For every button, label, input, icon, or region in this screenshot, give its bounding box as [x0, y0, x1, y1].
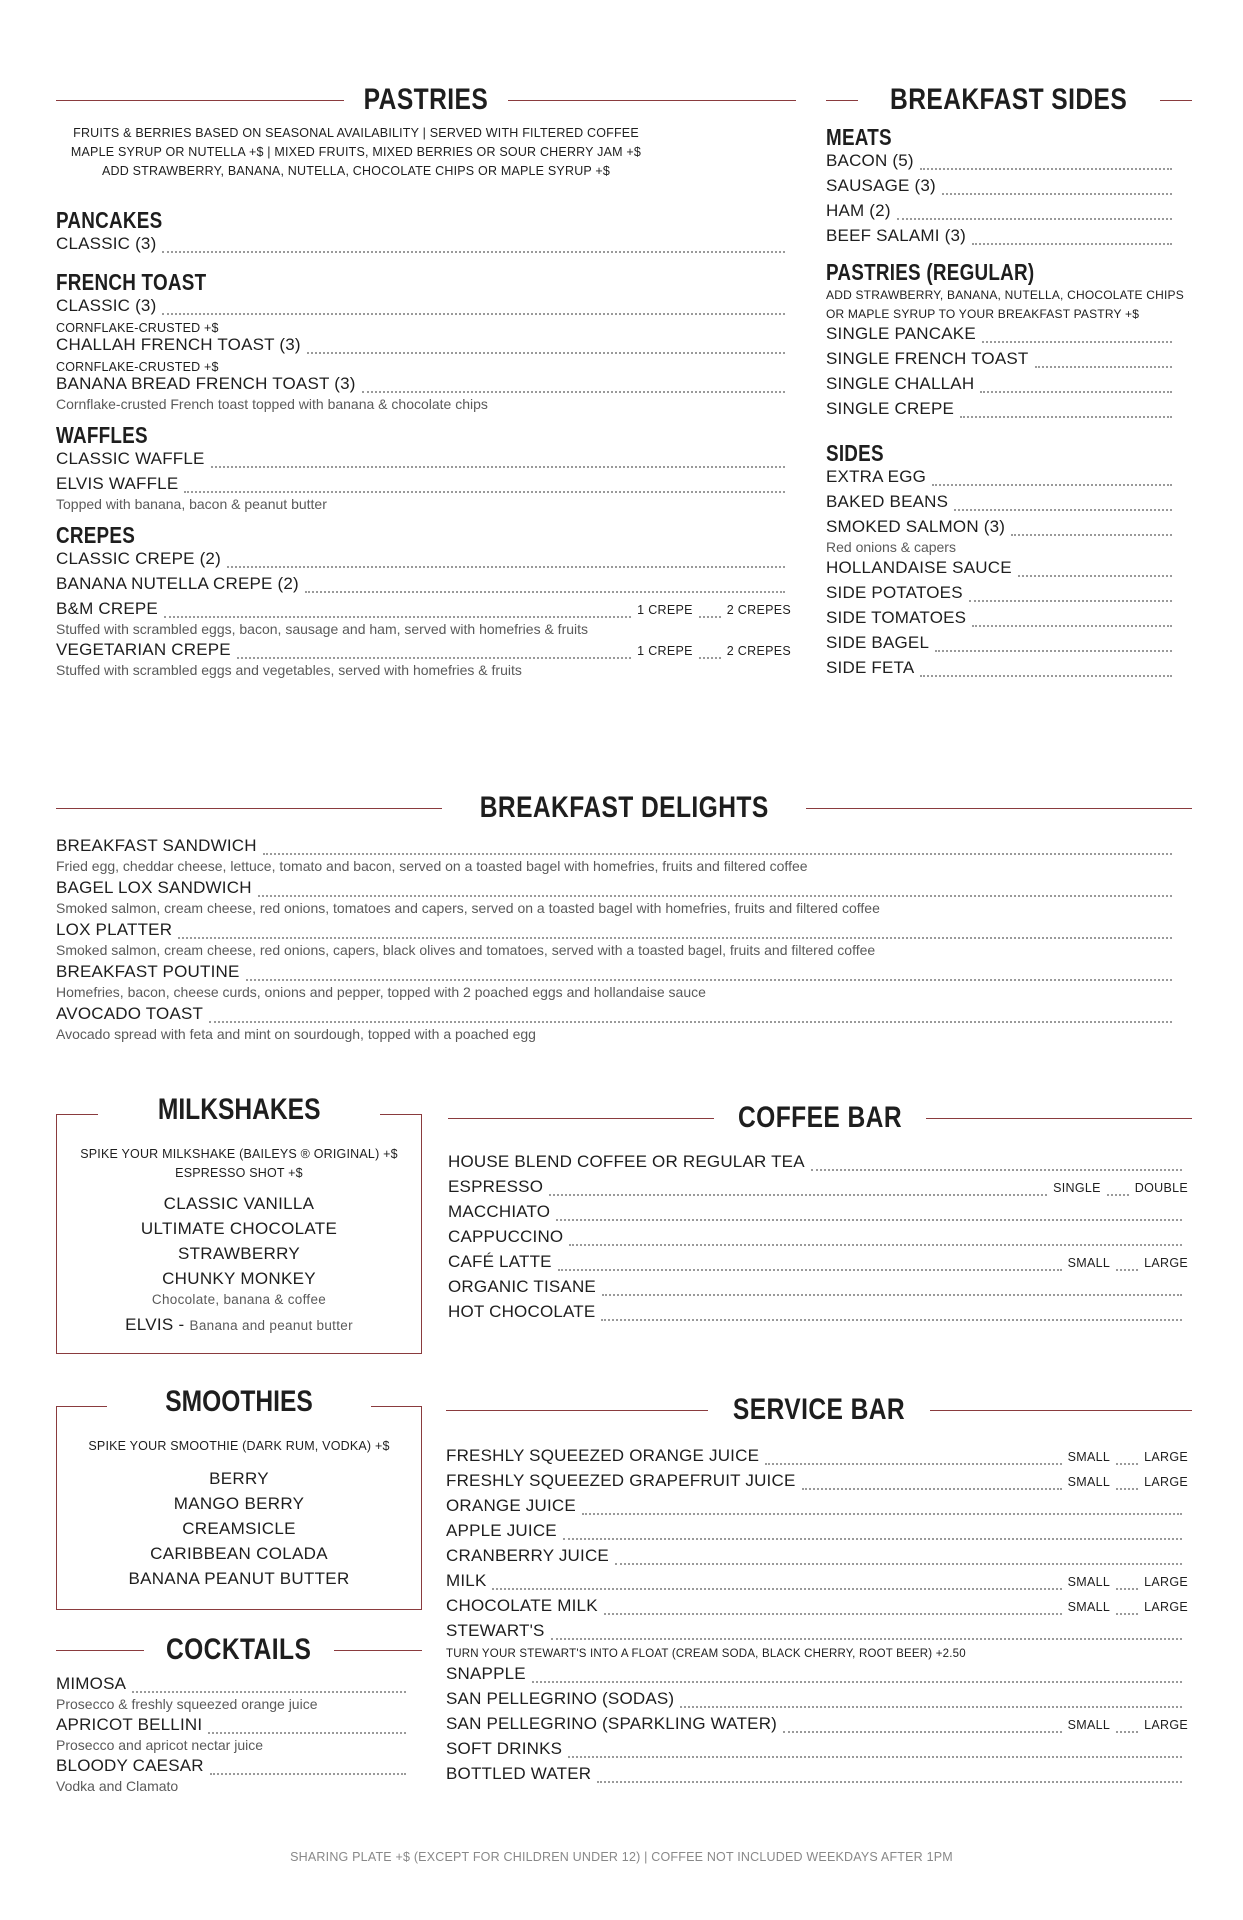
dot-leader — [972, 243, 1172, 245]
coffee-bar-body — [448, 1152, 1188, 1327]
menu-item-name: SAUSAGE (3) — [826, 176, 936, 195]
dot-leader — [765, 1463, 1061, 1465]
dot-leader — [920, 168, 1172, 170]
menu-item-name: ELVIS WAFFLE — [56, 474, 179, 493]
menu-item-name: BEEF SALAMI (3) — [826, 226, 966, 245]
menu-item-name: SNAPPLE — [446, 1664, 526, 1683]
menu-item-name: BOTTLED WATER — [446, 1764, 592, 1783]
size-label: SINGLE — [1053, 1181, 1101, 1195]
menu-item — [56, 296, 791, 321]
pastries-note: MAPLE SYRUP OR NUTELLA +$ | MIXED FRUITS, MIXED BERRIES OR SOUR CHERRY JAM +$ — [70, 145, 642, 159]
breakfast-sides-title: BREAKFAST SIDES — [890, 83, 1128, 116]
footer-note: SHARING PLATE +$ (EXCEPT FOR CHILDREN UNDER 12) | COFFEE NOT INCLUDED WEEKDAYS AFTER 1PM — [290, 1850, 953, 1864]
pastries-subheading: CREPES — [56, 522, 136, 548]
dot-leader — [549, 1194, 1047, 1196]
menu-item-name: CAPPUCCINO — [448, 1227, 564, 1246]
smoothies-list — [57, 1466, 421, 1591]
menu-item-name: APRICOT BELLINI — [56, 1715, 203, 1734]
dot-leader — [1107, 1194, 1129, 1196]
dot-leader — [210, 1773, 406, 1775]
coffee-bar-heading — [448, 1098, 1192, 1138]
size-label: LARGE — [1144, 1718, 1188, 1732]
menu-item — [826, 151, 1178, 176]
menu-item — [826, 399, 1178, 424]
menu-item — [826, 201, 1178, 226]
size-label: DOUBLE — [1134, 1181, 1188, 1195]
size-label: SMALL — [1067, 1718, 1111, 1732]
menu-item — [446, 1621, 1188, 1646]
menu-item-name: BAKED BEANS — [826, 492, 949, 511]
service-bar-title: SERVICE BAR — [732, 1393, 906, 1426]
menu-item-name: CLASSIC (3) — [56, 234, 157, 253]
menu-item-name: APPLE JUICE — [446, 1521, 557, 1540]
dot-leader — [1116, 1269, 1138, 1271]
size-label: SMALL — [1067, 1600, 1111, 1614]
menu-item — [826, 226, 1178, 251]
menu-item — [446, 1764, 1188, 1789]
item-note: TURN YOUR STEWART'S INTO A FLOAT (CREAM SODA, BLACK CHERRY, ROOT BEER) +2.50 — [446, 1648, 966, 1660]
menu-item-name: FRESHLY SQUEEZED GRAPEFRUIT JUICE — [446, 1471, 796, 1490]
menu-item-name: CLASSIC WAFFLE — [56, 449, 205, 468]
menu-item — [448, 1152, 1188, 1177]
size-label: LARGE — [1144, 1600, 1188, 1614]
sides-note: ADD STRAWBERRY, BANANA, NUTELLA, CHOCOLATE CHIPS — [826, 288, 1184, 302]
dot-leader — [209, 1021, 1172, 1023]
menu-item — [448, 1202, 1188, 1227]
dot-leader — [492, 1588, 1061, 1590]
menu-item — [448, 1227, 1188, 1252]
menu-item — [448, 1177, 1188, 1202]
milkshakes-title: MILKSHAKES — [130, 1093, 348, 1127]
service-bar-heading — [446, 1390, 1192, 1430]
dot-leader — [783, 1731, 1062, 1733]
menu-item-name: BLOODY CAESAR — [56, 1756, 204, 1775]
smoothie-item: CARIBBEAN COLADA — [150, 1544, 328, 1563]
menu-item — [56, 574, 791, 599]
menu-item-name: BAGEL LOX SANDWICH — [56, 878, 252, 897]
breakfast-delights-title: BREAKFAST DELIGHTS — [479, 791, 769, 824]
milkshake-elvis-desc: Banana and peanut butter — [189, 1318, 353, 1333]
dot-leader — [811, 1169, 1182, 1171]
menu-item-name: SINGLE CREPE — [826, 399, 955, 418]
pastries-subheading: WAFFLES — [56, 422, 148, 448]
menu-item-name: AVOCADO TOAST — [56, 1004, 204, 1023]
size-label: 2 CREPES — [726, 603, 791, 617]
breakfast-sides-body — [826, 124, 1184, 683]
dot-leader — [237, 657, 631, 659]
size-label: SMALL — [1067, 1475, 1111, 1489]
menu-item-name: MILK — [446, 1571, 487, 1590]
coffee-bar-section — [448, 1098, 1192, 1327]
dot-leader — [184, 491, 785, 493]
menu-item-name: BREAKFAST SANDWICH — [56, 836, 257, 855]
item-description: Prosecco and apricot nectar juice — [56, 1737, 263, 1753]
dot-leader — [258, 895, 1172, 897]
dot-leader — [362, 391, 785, 393]
menu-item-name: SOFT DRINKS — [446, 1739, 563, 1758]
dot-leader — [680, 1706, 1182, 1708]
milkshake-elvis-name: ELVIS - — [125, 1315, 190, 1334]
breakfast-delights-body — [56, 836, 1178, 1042]
pastries-heading — [56, 80, 796, 120]
menu-item — [446, 1689, 1188, 1714]
size-label: SMALL — [1067, 1450, 1111, 1464]
menu-item — [446, 1521, 1188, 1546]
item-description: Avocado spread with feta and mint on sourdough, topped with a poached egg — [56, 1026, 536, 1042]
menu-item-name: CLASSIC CREPE (2) — [56, 549, 221, 568]
menu-item-name: BANANA NUTELLA CREPE (2) — [56, 574, 299, 593]
menu-item-name: HOLLANDAISE SAUCE — [826, 558, 1012, 577]
dot-leader — [1018, 575, 1172, 577]
item-description: Stuffed with scrambled eggs, bacon, sausage and ham, served with homefries & fruits — [56, 621, 589, 637]
menu-item-name: EXTRA EGG — [826, 467, 927, 486]
menu-item — [56, 449, 791, 474]
menu-item-name: SIDE BAGEL — [826, 633, 930, 652]
item-description: Fried egg, cheddar cheese, lettuce, tomato and bacon, served on a toasted bagel with homefries, fruits and filtered coffee — [56, 858, 808, 874]
menu-item — [826, 467, 1178, 492]
smoothie-item: MANGO BERRY — [173, 1494, 305, 1513]
dot-leader — [1116, 1588, 1138, 1590]
dot-leader — [942, 193, 1172, 195]
milkshake-item: CLASSIC VANILLA — [163, 1194, 315, 1213]
cocktails-title: COCKTAILS — [166, 1633, 312, 1666]
size-label: SMALL — [1067, 1575, 1111, 1589]
menu-item-name: FRESHLY SQUEEZED ORANGE JUICE — [446, 1446, 760, 1465]
dot-leader — [972, 625, 1172, 627]
milkshake-desc: Chocolate, banana & coffee — [151, 1292, 327, 1307]
menu-item-name: BREAKFAST POUTINE — [56, 962, 240, 981]
milkshake-elvis — [57, 1312, 421, 1337]
menu-item — [826, 349, 1178, 374]
menu-item-name: SIDE TOMATOES — [826, 608, 967, 627]
item-description: Stuffed with scrambled eggs and vegetables, served with homefries & fruits — [56, 662, 522, 678]
dot-leader — [960, 416, 1172, 418]
pastries-subheading: PANCAKES — [56, 207, 163, 233]
smoothie-item: BERRY — [209, 1469, 269, 1488]
menu-item — [56, 335, 791, 360]
milkshakes-note: ESPRESSO SHOT +$ — [175, 1166, 303, 1180]
menu-item-name: STEWART'S — [446, 1621, 545, 1640]
dot-leader — [532, 1681, 1182, 1683]
dot-leader — [1011, 534, 1172, 536]
menu-item — [446, 1596, 1188, 1621]
menu-item — [826, 176, 1178, 201]
dot-leader — [246, 979, 1172, 981]
coffee-bar-title: COFFEE BAR — [738, 1101, 902, 1134]
item-description: Homefries, bacon, cheese curds, onions and pepper, topped with 2 poached eggs and hollandaise sauce — [56, 984, 706, 1000]
item-description: Red onions & capers — [826, 539, 956, 555]
menu-item-name: CAFÉ LATTE — [448, 1252, 552, 1271]
dot-leader — [563, 1538, 1182, 1540]
dot-leader — [601, 1319, 1182, 1321]
menu-item — [56, 549, 791, 574]
menu-item-name: SINGLE FRENCH TOAST — [826, 349, 1029, 368]
cocktails-body — [56, 1674, 412, 1794]
dot-leader — [969, 600, 1172, 602]
sides-subheading: MEATS — [826, 124, 892, 150]
dot-leader — [1035, 366, 1173, 368]
menu-item-name: SINGLE CHALLAH — [826, 374, 975, 393]
dot-leader — [582, 1513, 1182, 1515]
menu-item — [826, 324, 1178, 349]
smoothie-item: BANANA PEANUT BUTTER — [128, 1569, 350, 1588]
menu-item — [446, 1739, 1188, 1764]
dot-leader — [164, 616, 631, 618]
dot-leader — [982, 341, 1172, 343]
menu-item-name: LOX PLATTER — [56, 920, 173, 939]
dot-leader — [162, 313, 785, 315]
dot-leader — [305, 591, 785, 593]
size-label: LARGE — [1144, 1475, 1188, 1489]
menu-item-name: SIDE POTATOES — [826, 583, 963, 602]
dot-leader — [569, 1244, 1182, 1246]
menu-item-name: MACCHIATO — [448, 1202, 551, 1221]
size-label: LARGE — [1144, 1450, 1188, 1464]
dot-leader — [897, 218, 1172, 220]
menu-item-name: BACON (5) — [826, 151, 914, 170]
dot-leader — [1116, 1488, 1138, 1490]
dot-leader — [602, 1294, 1182, 1296]
menu-item-name: ORGANIC TISANE — [448, 1277, 596, 1296]
menu-item — [826, 608, 1178, 633]
item-note: CORNFLAKE-CRUSTED +$ — [56, 321, 219, 335]
menu-item — [56, 234, 791, 259]
milkshake-item: ULTIMATE CHOCOLATE — [140, 1219, 338, 1238]
sides-subheading: SIDES — [826, 440, 884, 466]
dot-leader — [178, 937, 1172, 939]
dot-leader — [980, 391, 1172, 393]
size-label: 1 CREPE — [637, 644, 693, 658]
dot-leader — [132, 1691, 406, 1693]
cocktails-heading — [56, 1630, 422, 1670]
menu-item — [446, 1571, 1188, 1596]
menu-item — [826, 658, 1178, 683]
menu-item-name: B&M CREPE — [56, 599, 158, 618]
item-description: Prosecco & freshly squeezed orange juice — [56, 1696, 318, 1712]
item-description: Smoked salmon, cream cheese, red onions, capers, black olives and tomatoes, served with a toasted bagel, fruits and filtered coffee — [56, 942, 876, 958]
dot-leader — [802, 1488, 1062, 1490]
size-label: 2 CREPES — [726, 644, 791, 658]
menu-item — [446, 1446, 1188, 1471]
menu-item-name: SIDE FETA — [826, 658, 915, 677]
smoothies-box — [56, 1385, 422, 1610]
menu-item — [448, 1277, 1188, 1302]
menu-item — [446, 1471, 1188, 1496]
menu-item-name: HOUSE BLEND COFFEE OR REGULAR TEA — [448, 1152, 805, 1171]
pastries-subheading: FRENCH TOAST — [56, 269, 207, 295]
dot-leader — [597, 1781, 1182, 1783]
cocktails-section — [56, 1630, 422, 1797]
dot-leader — [935, 650, 1172, 652]
dot-leader — [699, 616, 721, 618]
dot-leader — [1116, 1613, 1138, 1615]
breakfast-delights-section — [56, 788, 1192, 1046]
menu-item-name: CRANBERRY JUICE — [446, 1546, 609, 1565]
milkshake-item: CHUNKY MONKEY — [162, 1269, 316, 1288]
dot-leader — [211, 466, 785, 468]
menu-item-name: SAN PELLEGRINO (SPARKLING WATER) — [446, 1714, 778, 1733]
milkshakes-notes — [57, 1145, 421, 1183]
dot-leader — [558, 1269, 1062, 1271]
menu-item — [446, 1664, 1188, 1689]
breakfast-delights-heading — [56, 788, 1192, 828]
pastries-body — [56, 207, 791, 678]
breakfast-sides-section — [826, 80, 1192, 683]
size-label: SMALL — [1067, 1256, 1111, 1270]
service-bar-body — [446, 1446, 1188, 1789]
pastries-title: PASTRIES — [363, 83, 489, 116]
size-label: LARGE — [1144, 1575, 1188, 1589]
menu-item — [826, 558, 1178, 583]
item-description: Topped with banana, bacon & peanut butter — [56, 496, 327, 512]
menu-item-name: SINGLE PANCAKE — [826, 324, 976, 343]
menu-item-name: CHOCOLATE MILK — [446, 1596, 598, 1615]
menu-item — [446, 1546, 1188, 1571]
dot-leader — [1116, 1731, 1138, 1733]
dot-leader — [932, 484, 1172, 486]
dot-leader — [227, 566, 785, 568]
dot-leader — [604, 1613, 1062, 1615]
size-label: LARGE — [1144, 1256, 1188, 1270]
sides-subheading: PASTRIES (REGULAR) — [826, 259, 1035, 285]
pastries-notes — [56, 124, 656, 181]
milkshakes-note: SPIKE YOUR MILKSHAKE (BAILEYS ® ORIGINAL) +$ — [80, 1147, 398, 1161]
menu-item-name: VEGETARIAN CREPE — [56, 640, 231, 659]
menu-item-name: MIMOSA — [56, 1674, 127, 1693]
menu-item-name: SAN PELLEGRINO (SODAS) — [446, 1689, 675, 1708]
pastries-section — [56, 80, 796, 681]
menu-item-name: ESPRESSO — [448, 1177, 544, 1196]
pastries-note: FRUITS & BERRIES BASED ON SEASONAL AVAILABILITY | SERVED WITH FILTERED COFFEE — [73, 126, 639, 140]
menu-item — [446, 1496, 1188, 1521]
menu-item — [826, 492, 1178, 517]
dot-leader — [615, 1563, 1182, 1565]
menu-item-name: BANANA BREAD FRENCH TOAST (3) — [56, 374, 356, 393]
menu-item-name: HOT CHOCOLATE — [448, 1302, 596, 1321]
menu-item — [446, 1714, 1188, 1739]
menu-item — [826, 374, 1178, 399]
smoothie-item: CREAMSICLE — [182, 1519, 296, 1538]
pastries-note: ADD STRAWBERRY, BANANA, NUTELLA, CHOCOLATE CHIPS OR MAPLE SYRUP +$ — [101, 164, 611, 178]
dot-leader — [556, 1219, 1182, 1221]
menu-item-name: SMOKED SALMON (3) — [826, 517, 1006, 536]
service-bar-section — [446, 1390, 1192, 1789]
item-note: CORNFLAKE-CRUSTED +$ — [56, 360, 219, 374]
milkshakes-list — [57, 1191, 421, 1337]
dot-leader — [208, 1732, 406, 1734]
milkshake-item: STRAWBERRY — [177, 1244, 301, 1263]
dot-leader — [920, 675, 1172, 677]
dot-leader — [307, 352, 785, 354]
size-label: 1 CREPE — [637, 603, 693, 617]
breakfast-sides-heading — [826, 80, 1192, 120]
menu-item-name: CLASSIC (3) — [56, 296, 157, 315]
item-description: Vodka and Clamato — [56, 1778, 179, 1794]
menu-item-name: HAM (2) — [826, 201, 891, 220]
item-description: Smoked salmon, cream cheese, red onions, tomatoes and capers, served on a toasted bagel with homefries, fruits and filtered coffee — [56, 900, 880, 916]
menu-item — [826, 583, 1178, 608]
smoothies-note: SPIKE YOUR SMOOTHIE (DARK RUM, VODKA) +$ — [88, 1439, 390, 1453]
dot-leader — [1116, 1463, 1138, 1465]
menu-item-name: CHALLAH FRENCH TOAST (3) — [56, 335, 301, 354]
dot-leader — [551, 1638, 1182, 1640]
menu-item — [448, 1302, 1188, 1327]
menu-item-name: ORANGE JUICE — [446, 1496, 576, 1515]
milkshakes-box — [56, 1093, 422, 1354]
dot-leader — [954, 509, 1172, 511]
dot-leader — [263, 853, 1172, 855]
smoothies-title: SMOOTHIES — [137, 1385, 340, 1419]
menu-item — [448, 1252, 1188, 1277]
dot-leader — [699, 657, 721, 659]
menu-item — [826, 633, 1178, 658]
item-description: Cornflake-crusted French toast topped with banana & chocolate chips — [56, 396, 488, 412]
dot-leader — [162, 251, 785, 253]
dot-leader — [568, 1756, 1182, 1758]
sides-note: OR MAPLE SYRUP TO YOUR BREAKFAST PASTRY +$ — [826, 307, 1140, 321]
